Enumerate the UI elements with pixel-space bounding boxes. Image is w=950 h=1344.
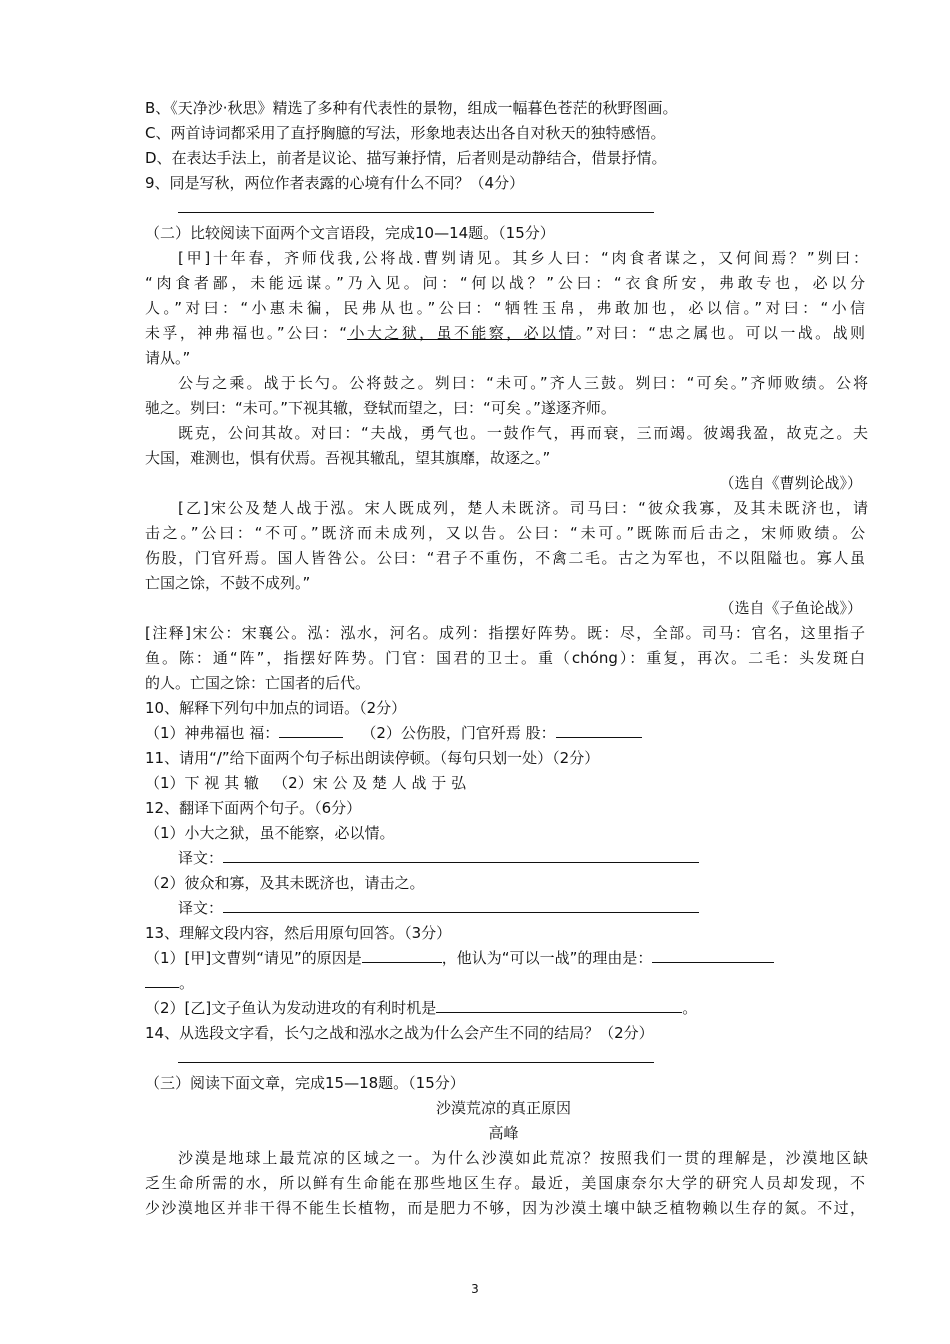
blank: [556, 723, 642, 738]
translation-label: 译文：: [178, 849, 224, 867]
passage-text: 未孚，神弗福也。”公曰：“: [145, 324, 348, 342]
translation-2: [178, 896, 898, 920]
passage-jia-line: 请从。”: [145, 349, 191, 367]
annotation-line: 的人。亡国之馀：亡国者的后代。: [145, 674, 371, 692]
question-9: 9、同是写秋，两位作者表露的心境有什么不同？（4分）: [145, 174, 525, 192]
source-jia: （选自《曹刿论战》）: [719, 474, 862, 492]
option-b: B、《天净沙·秋思》精选了多种有代表性的景物，组成一幅暮色苍茫的秋野图画。: [145, 99, 678, 117]
passage-jia-line: 既克，公问其故。对曰：“夫战，勇气也。一鼓作气，再而衰，三而竭。彼竭我盈，故克之。夫: [178, 424, 868, 442]
underlined-sentence: 小大之狱，虽不能察，必以情: [347, 324, 576, 342]
blank: [145, 973, 179, 988]
passage-jia-line: 大国，难测也，惧有伏焉。吾视其辙乱，望其旗靡，故逐之。”: [145, 449, 551, 467]
article-line: 乏生命所需的水，所以鲜有生命能在那些地区生存。最近，美国康奈尔大学的研究人员却发现，不: [145, 1174, 865, 1192]
question-14: 14、从选段文字看，长勺之战和泓水之战为什么会产生不同的结局？（2分）: [145, 1024, 654, 1042]
passage-jia-line: 公与之乘。战于长勺。公将鼓之。刿曰：“未可。”齐人三鼓。刿曰：“可矣。”齐师败绩。公将: [178, 374, 868, 392]
answer-line-q14: [178, 1062, 654, 1063]
question-10-items: [145, 721, 865, 745]
q12-sentence-1: （1）小大之狱，虽不能察，必以情。: [145, 824, 395, 842]
q13-text: （2）[乙]文子鱼认为发动进攻的有利时机是: [145, 999, 437, 1017]
question-11: 11、请用“/”给下面两个句子标出朗读停顿。（每句只划一处）（2分）: [145, 749, 600, 767]
blank: [223, 848, 699, 863]
page-number: 3: [471, 1282, 479, 1296]
passage-yi-line: 亡国之馀，不鼓不成列。”: [145, 574, 311, 592]
q13-text: 。: [179, 974, 195, 992]
translation-1: [178, 846, 898, 870]
question-13: 13、理解文段内容，然后用原句回答。（3分）: [145, 924, 452, 942]
q13-text: （1）[甲]文曹刿“请见”的原因是: [145, 949, 362, 967]
passage-jia-line: [甲]十年春，齐师伐我,公将战.曹刿请见。其乡人曰：“肉食者谋之，又何间焉？”刿曰：: [178, 249, 868, 267]
blank: [652, 948, 774, 963]
passage-jia-line: [145, 321, 865, 345]
passage-jia-line: 人。”对曰：“小惠未徧，民弗从也。”公曰：“牺牲玉帛，弗敢加也，必以信。”对曰：“小信: [145, 299, 865, 317]
section-3-heading: （三）阅读下面文章，完成15—18题。（15分）: [145, 1074, 465, 1092]
q10-item-2: （2）公伤股，门官歼焉 股：: [361, 724, 556, 742]
passage-jia-line: “肉食者鄙，未能远谋。”乃入见。问：“何以战？”公曰：“衣食所安，弗敢专也，必以分: [145, 274, 865, 292]
q13-text: ，他认为“可以一战”的理由是：: [441, 949, 653, 967]
blank: [362, 948, 442, 963]
q13-item-1: [145, 946, 865, 970]
passage-yi-line: 击之。”公曰：“不可。”既济而未成列，又以告。公曰：“未可。”既陈而后击之，宋师败绩。公: [145, 524, 865, 542]
q13-item-2: [145, 996, 865, 1020]
question-11-items: （1）下 视 其 辙 （2）宋 公 及 楚 人 战 于 弘: [145, 774, 467, 792]
article-line: 沙漠是地球上最荒凉的区域之一。为什么沙漠如此荒凉？按照我们一贯的理解是，沙漠地区缺: [178, 1149, 868, 1167]
source-yi: （选自《子鱼论战》）: [719, 599, 862, 617]
option-d: D、在表达手法上，前者是议论、描写兼抒情，后者则是动静结合，借景抒情。: [145, 149, 667, 167]
q13-text: 。: [682, 999, 698, 1017]
blank: [223, 898, 699, 913]
article-line: 少沙漠地区并非干得不能生长植物，而是肥力不够，因为沙漠土壤中缺乏植物赖以生存的氮。不过，: [145, 1199, 865, 1217]
annotation-line: [注释]宋公：宋襄公。泓：泓水，河名。成列：指摆好阵势。既：尽，全部。司马：官名，这里指子: [145, 624, 865, 642]
annotation-line: 鱼。陈：通“阵”，指摆好阵势。门官：国君的卫士。重（chóng）：重复，再次。二毛：头发斑白: [145, 649, 865, 667]
passage-yi-line: [乙]宋公及楚人战于泓。宋人既成列，楚人未既济。司马曰：“彼众我寡，及其未既济也，请: [178, 499, 868, 517]
question-10: 10、解释下列句中加点的词语。（2分）: [145, 699, 407, 717]
question-12: 12、翻译下面两个句子。（6分）: [145, 799, 362, 817]
passage-yi-line: 伤股，门官歼焉。国人皆咎公。公曰：“君子不重伤，不禽二毛。古之为军也，不以阻隘也。寡人虽: [145, 549, 865, 567]
passage-jia-line: 驰之。刿曰：“未可。”下视其辙，登轼而望之，曰：“可矣 。”遂逐齐师。: [145, 399, 616, 417]
translation-label: 译文：: [178, 899, 224, 917]
option-c: C、两首诗词都采用了直抒胸臆的写法，形象地表达出各自对秋天的独特感悟。: [145, 124, 666, 142]
article-title: 沙漠荒凉的真正原因: [435, 1099, 571, 1117]
blank: [436, 998, 682, 1013]
answer-line-q9: [178, 212, 654, 213]
article-author: 高峰: [488, 1124, 519, 1142]
q10-item-1: （1）神弗福也 福：: [145, 724, 280, 742]
q12-sentence-2: （2）彼众和寡，及其未既济也，请击之。: [145, 874, 425, 892]
q13-item-1-cont: [145, 971, 865, 995]
passage-text: 。”对曰：“忠之属也。可以一战。战则: [575, 324, 865, 342]
section-2-heading: （二）比较阅读下面两个文言语段，完成10—14题。（15分）: [145, 224, 555, 242]
blank: [279, 723, 343, 738]
